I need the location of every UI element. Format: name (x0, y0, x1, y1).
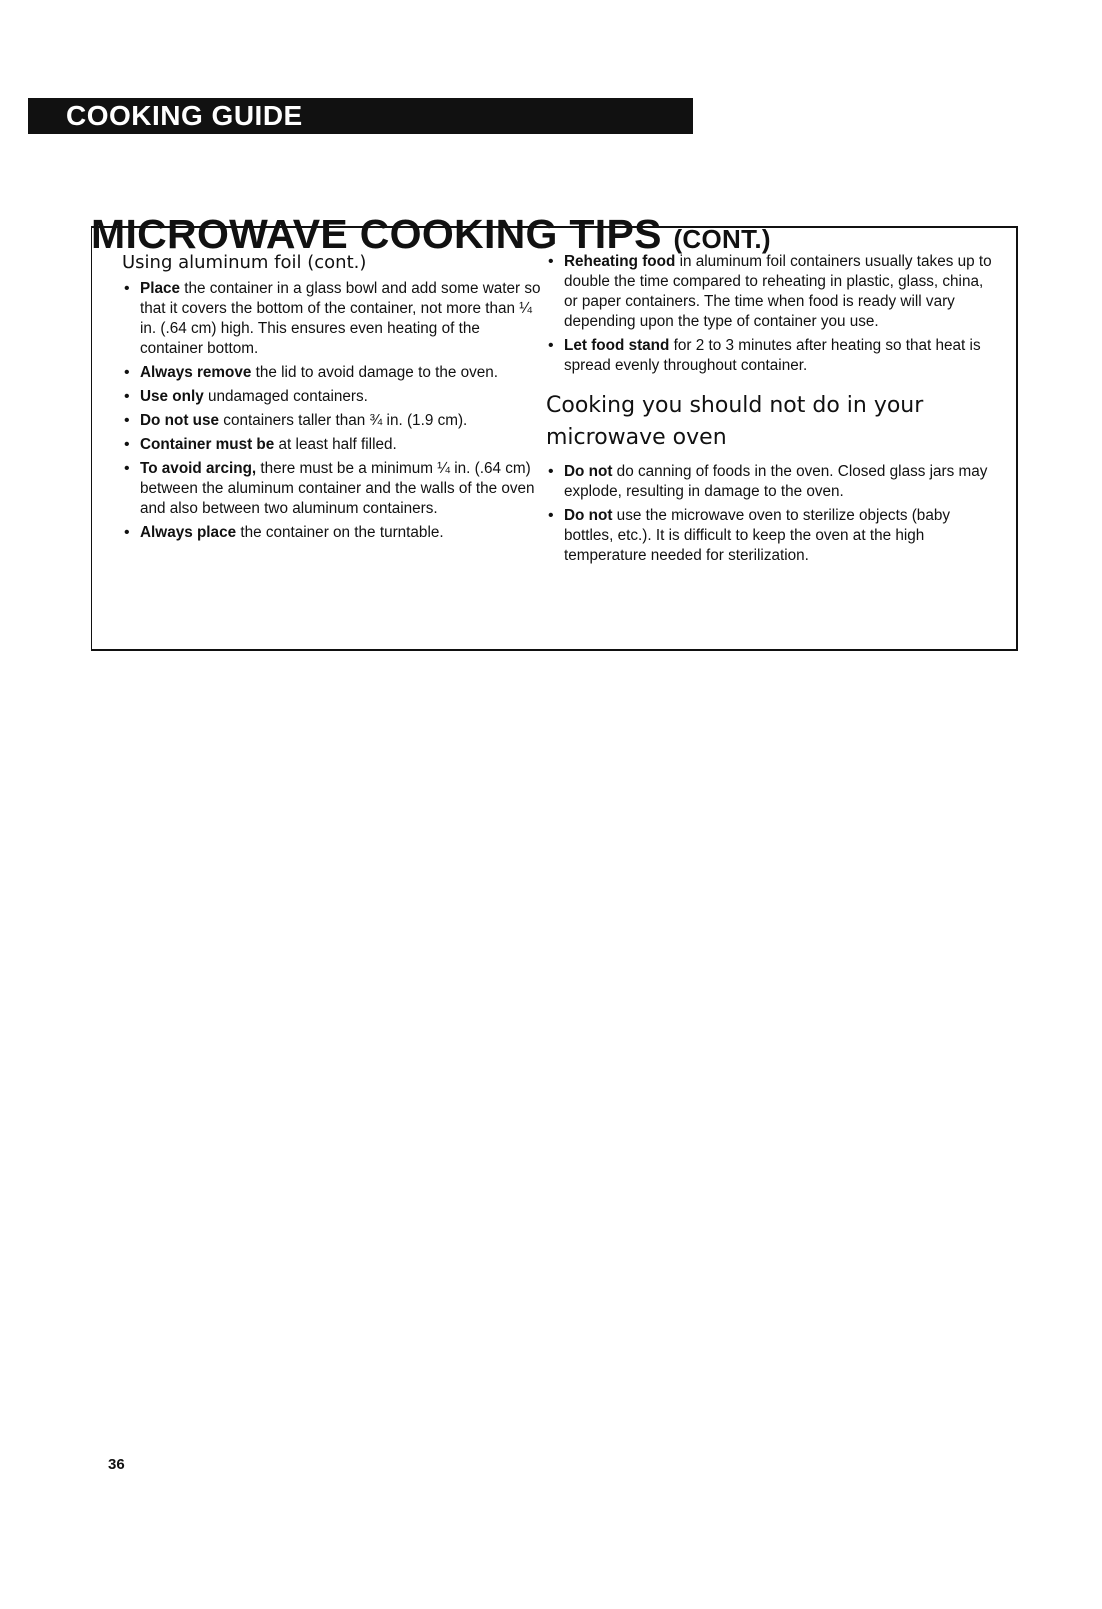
list-item: • Place the container in a glass bowl and add some water so that it covers the bottom of the container, not more than ¼ in. (.64 cm) high. This ensures even heating of the container bottom. (122, 279, 542, 359)
aluminum-foil-list (122, 279, 542, 543)
list-item: • To avoid arcing, there must be a minimum ¼ in. (.64 cm) between the aluminum container and the walls of the oven and also between two aluminum containers. (122, 459, 542, 519)
aluminum-foil-heading: Using aluminum foil (cont.) (122, 252, 367, 273)
list-item: • Use only undamaged containers. (122, 387, 542, 407)
list-item: • Container must be at least half filled. (122, 435, 542, 455)
list-item: • Do not use containers taller than ¾ in. (1.9 cm). (122, 411, 542, 431)
list-item: • Do not do canning of foods in the oven. Closed glass jars may explode, resulting in damage to the oven. (546, 462, 1001, 502)
do-not-cook-heading: Cooking you should not do in your microwave oven (546, 393, 924, 450)
section-banner (28, 98, 693, 134)
reheating-list (546, 252, 1001, 376)
section-banner-label: COOKING GUIDE (66, 100, 303, 131)
do-not-list (546, 462, 1001, 566)
page-title-main: MICROWAVE COOKING TIPS (91, 211, 674, 258)
page-number: 36 (108, 1456, 125, 1473)
list-item: • Do not use the microwave oven to sterilize objects (baby bottles, etc.). It is difficult to keep the oven at the high temperature needed for sterilization. (546, 506, 1001, 566)
list-item: • Always remove the lid to avoid damage to the oven. (122, 363, 542, 383)
list-item: • Reheating food in aluminum foil containers usually takes up to double the time compared to reheating in plastic, glass, china, or paper containers. The time when food is ready will vary depending upon the type of container you use. (546, 252, 1001, 332)
list-item: • Always place the container on the turntable. (122, 523, 542, 543)
right-column (546, 252, 1001, 570)
left-column (122, 252, 542, 547)
list-item: • Let food stand for 2 to 3 minutes after heating so that heat is spread evenly throughout container. (546, 336, 1001, 376)
tips-box (91, 226, 1018, 651)
page-title-suffix: (CONT.) (673, 224, 771, 255)
